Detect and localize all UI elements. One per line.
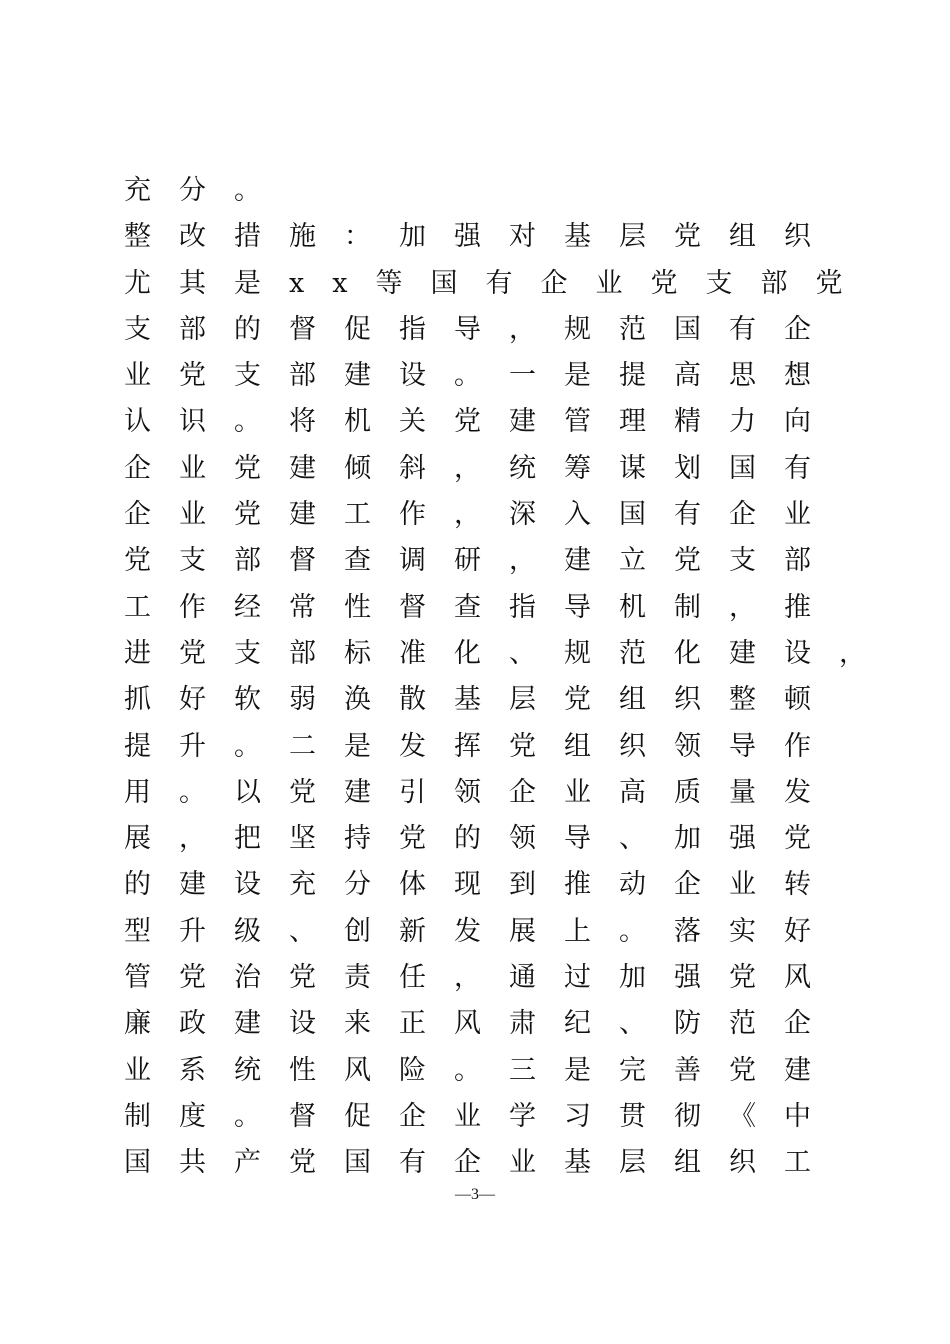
body-text (124, 168, 894, 1187)
text-line: 型升级、创新发展上。落实好 (124, 915, 839, 947)
text-line: 用。以党建引领企业高质量发 (124, 776, 839, 808)
text-line: 制度。督促企业学习贯彻《中 (124, 1100, 839, 1132)
text-line: 国共产党国有企业基层组织工 (124, 1147, 839, 1179)
text-line: 管党治党责任，通过加强党风 (124, 962, 839, 994)
text-line: 整改措施：加强对基层党组织 (124, 221, 839, 253)
text-line: 的建设充分体现到推动企业转 (124, 869, 839, 901)
text-line: 提升。二是发挥党组织领导作 (124, 730, 839, 762)
text-line: 抓好软弱涣散基层党组织整顿 (124, 684, 839, 716)
text-line: 支部的督促指导，规范国有企 (124, 313, 839, 345)
text-line: 尤其是xx等国有企业党支部党 (124, 267, 871, 299)
text-line: 党支部督查调研，建立党支部 (124, 545, 839, 577)
text-line: 充分。 (124, 175, 289, 206)
text-line: 工作经常性督查指导机制，推 (124, 591, 839, 623)
text-line: 展，把坚持党的领导、加强党 (124, 823, 839, 855)
text-line: 进党支部标准化、规范化建设， (124, 637, 894, 669)
text-line: 企业党建倾斜，统筹谋划国有 (124, 452, 839, 484)
text-line: 业系统性风险。三是完善党建 (124, 1054, 839, 1086)
text-line: 企业党建工作，深入国有企业 (124, 499, 839, 531)
page-number: —3— (455, 1186, 495, 1203)
text-line: 业党支部建设。一是提高思想 (124, 360, 839, 392)
text-line: 廉政建设来正风肃纪、防范企 (124, 1008, 839, 1040)
text-line: 认识。将机关党建管理精力向 (124, 406, 839, 438)
